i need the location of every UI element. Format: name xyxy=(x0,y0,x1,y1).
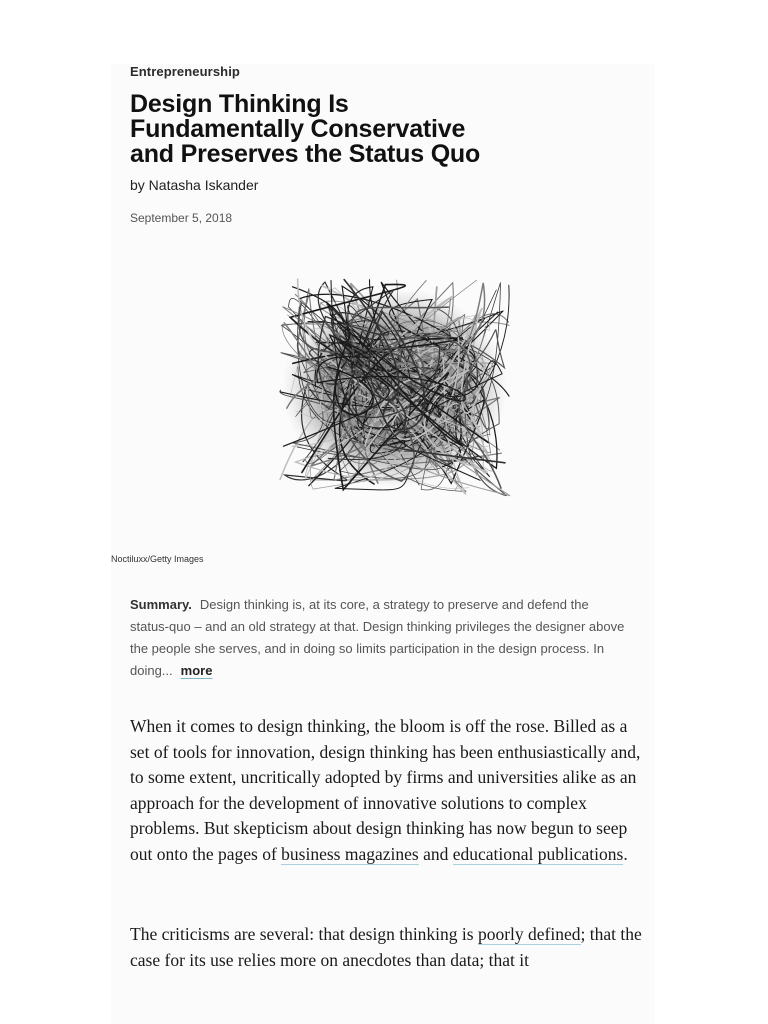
paragraph-text: When it comes to design thinking, the bloom is off the rose. Billed as a set of tools for innovation, design thinking has been enthusiastically and, to some extent, uncritically adopted by firms and universities alike as an approach for the development of innovative solutions to complex problems. But skepticism about design thinking has now begun to seep out onto the pages of xyxy=(130,716,641,864)
paragraph-text: . xyxy=(623,843,628,864)
educational-publications-link[interactable]: educational publications xyxy=(452,843,624,864)
summary-label: Summary. xyxy=(130,597,192,612)
image-credit: Noctiluxx/Getty Images xyxy=(111,554,204,564)
body-paragraph-1 xyxy=(130,714,645,868)
paragraph-text: The criticisms are several: that design thinking is xyxy=(130,924,478,944)
summary-more-link[interactable]: more xyxy=(180,663,213,678)
poorly-defined-link[interactable]: poorly defined xyxy=(477,924,581,944)
paragraph-text: and xyxy=(418,843,453,864)
body-paragraph-2 xyxy=(130,922,645,973)
business-magazines-link[interactable]: business magazines xyxy=(281,843,419,864)
title-line: Design Thinking Is xyxy=(130,90,349,118)
article-summary xyxy=(130,594,630,682)
article-page xyxy=(111,64,655,1024)
hero-image-tangled-wire xyxy=(260,262,530,512)
title-line: and Preserves the Status Quo xyxy=(130,140,481,168)
publish-date: September 5, 2018 xyxy=(130,211,233,225)
category-link[interactable]: Entrepreneurship xyxy=(130,64,240,79)
article-title xyxy=(130,92,550,167)
summary-text: Design thinking is, at its core, a strategy to preserve and defend the status-quo – and an old strategy at that. Design thinking privileges the designer above the people she serves, and in doing so limits participation in the design process. In doing... xyxy=(130,597,625,678)
paragraph-text: ; that the case for its use relies more on anecdotes than data; that it xyxy=(130,924,642,970)
title-line: Fundamentally Conservative xyxy=(130,115,466,143)
author-byline[interactable]: by Natasha Iskander xyxy=(130,177,259,193)
